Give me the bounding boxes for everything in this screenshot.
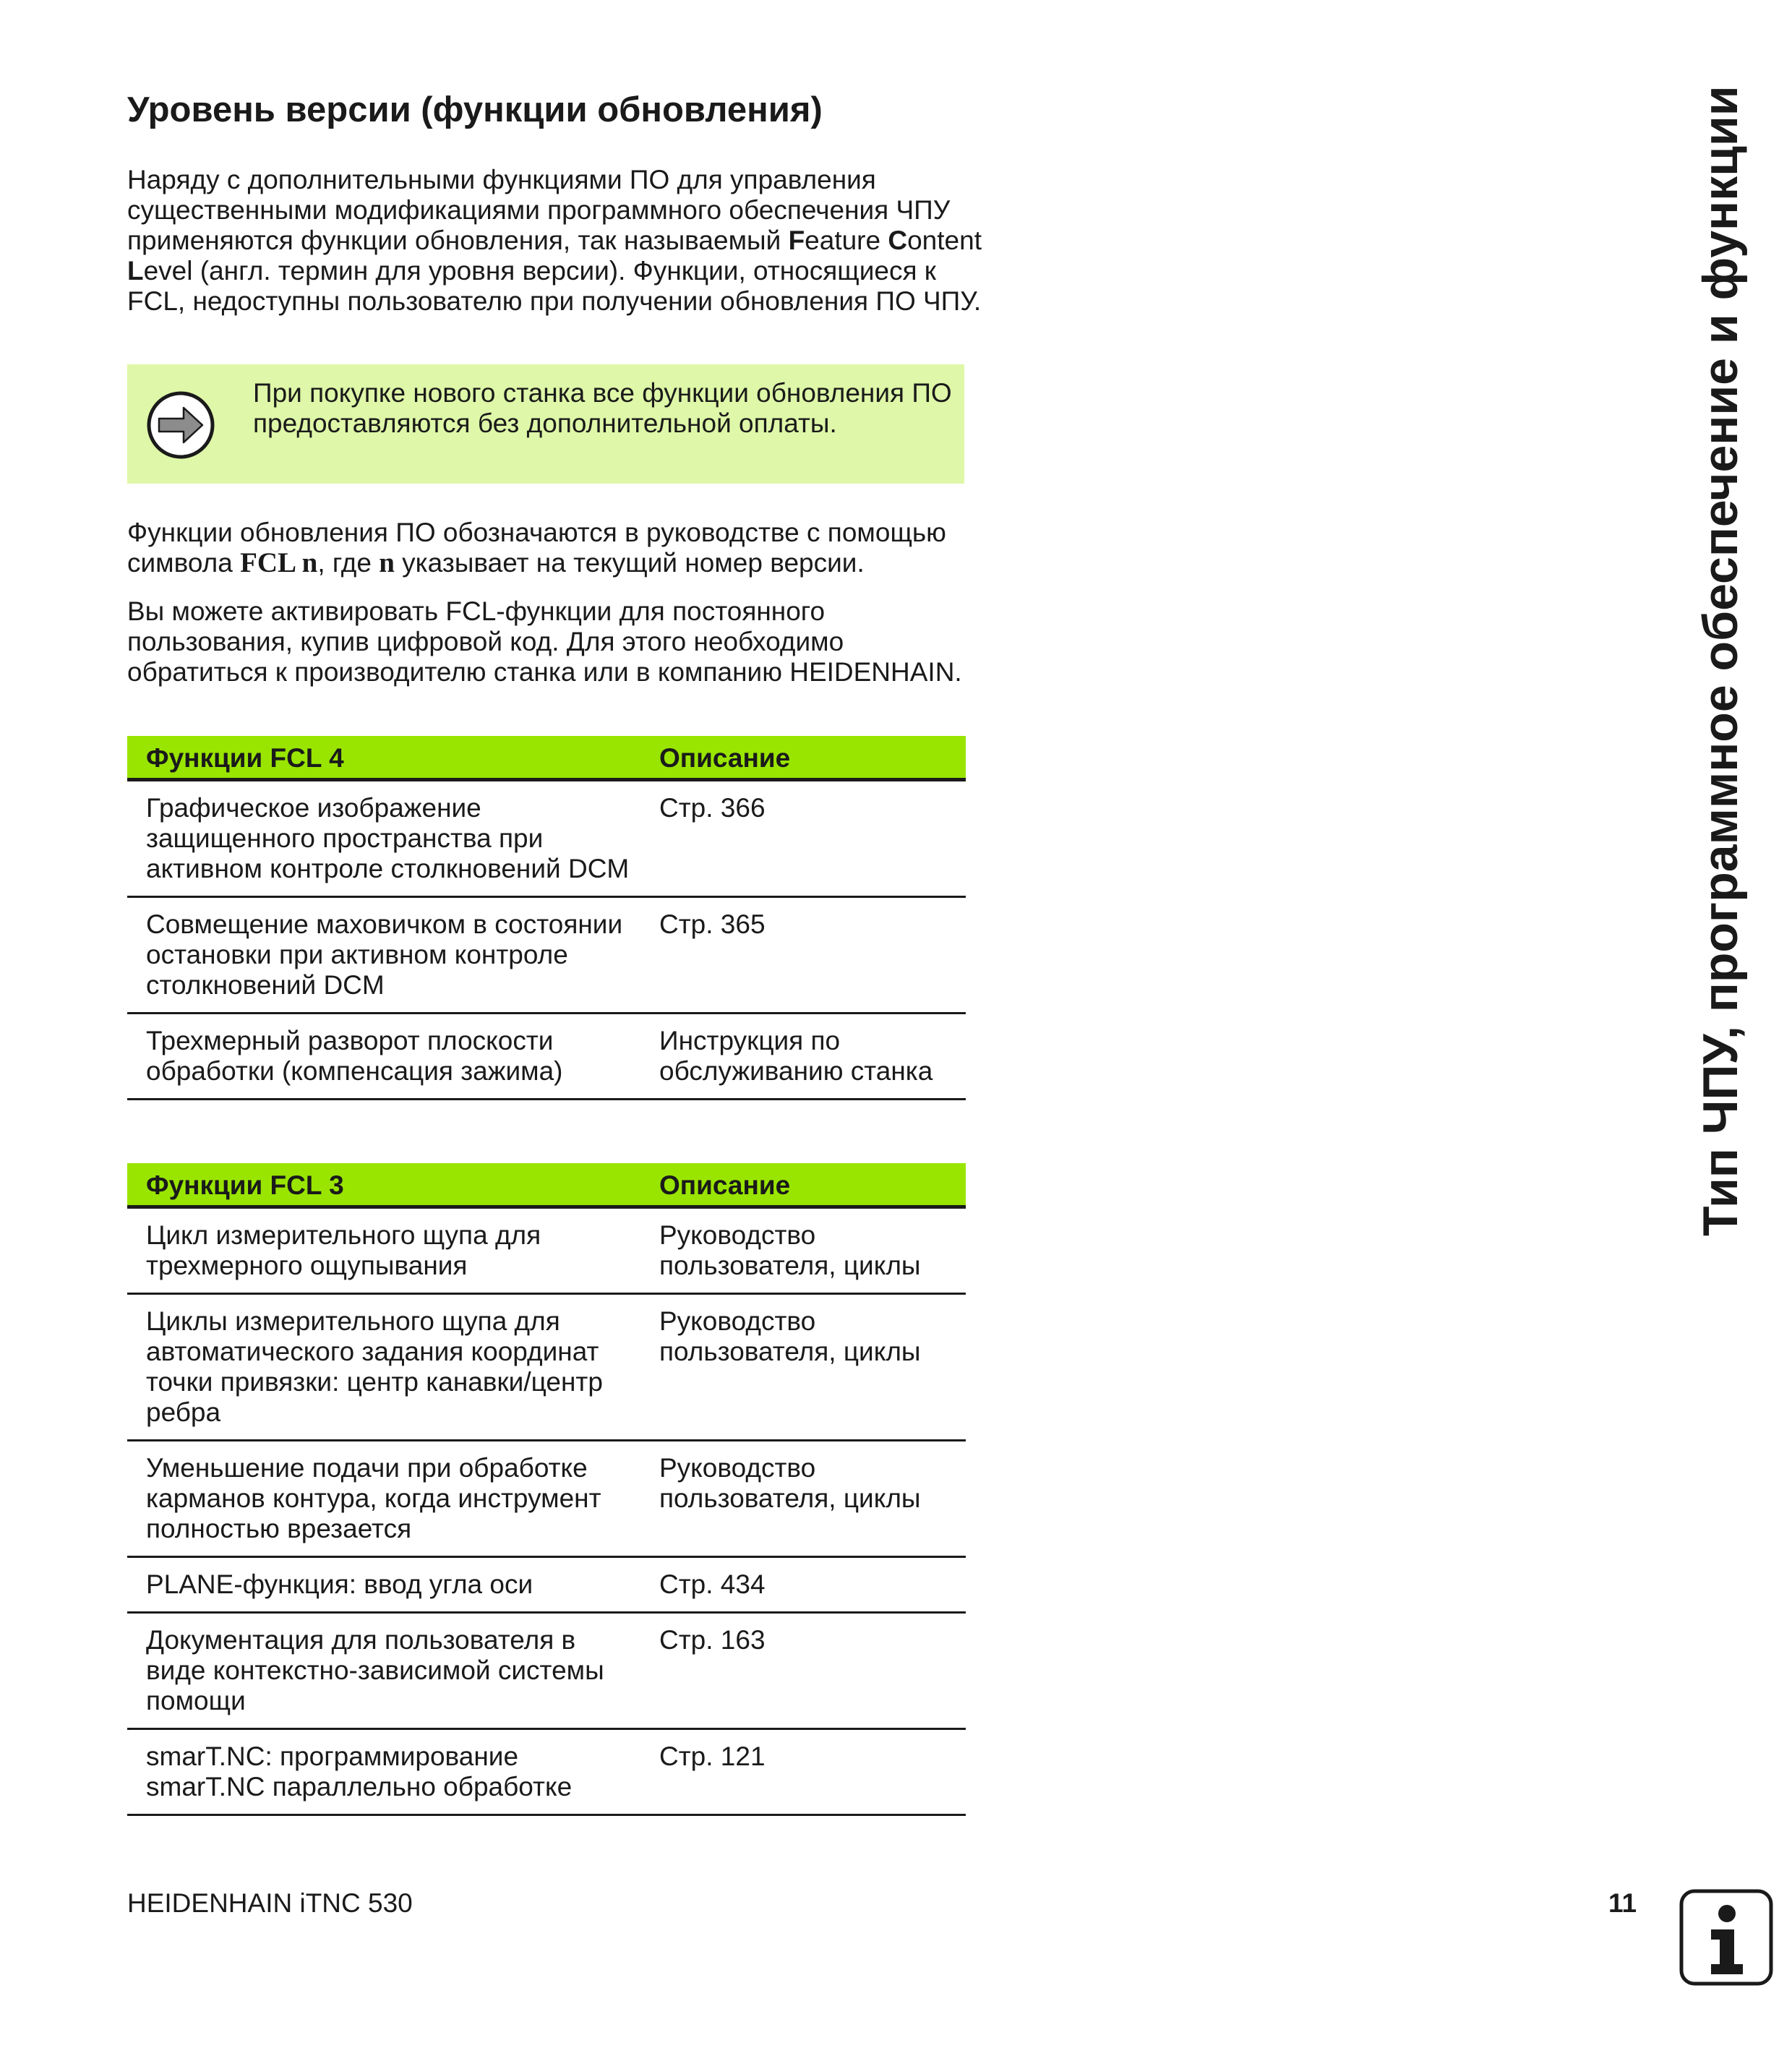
activate-paragraph: Вы можете активировать FCL-функции для постоянного пользования, купив цифровой код. Для этого необходимо обратиться к производителю станка или в компанию HEIDENHAIN. — [127, 596, 962, 687]
column-header: Описание — [642, 1163, 966, 1207]
description-cell: Руководство пользователя, циклы — [642, 1441, 966, 1557]
table-row — [127, 1294, 966, 1441]
footer-product-name: HEIDENHAIN iTNC 530 — [127, 1888, 413, 1918]
fcl-symbol: FCL n — [240, 547, 318, 578]
table-row — [127, 780, 966, 897]
intro-content-rest: ontent — [907, 226, 982, 255]
intro-l-letter: L — [127, 256, 144, 286]
table-header-row — [127, 1163, 966, 1207]
table-row — [127, 897, 966, 1014]
description-cell: Стр. 121 — [642, 1729, 966, 1815]
symbol-paragraph — [127, 518, 987, 578]
function-cell: Циклы измерительного щупа для автоматического задания координат точки привязки: центр канавки/центр ребра — [127, 1294, 642, 1441]
function-cell: Уменьшение подачи при обработке карманов контура, когда инструмент полностью врезается — [127, 1441, 642, 1557]
function-cell: Совмещение маховичком в состоянии остановки при активном контроле столкновений DCM — [127, 897, 642, 1014]
table-row — [127, 1557, 966, 1613]
symbol-text-1: Функции обновления ПО обозначаются в руководстве с помощью символа — [127, 518, 946, 578]
description-cell: Инструкция по обслуживанию станка — [642, 1014, 966, 1100]
function-cell: PLANE-функция: ввод угла оси — [127, 1557, 642, 1613]
description-cell: Стр. 365 — [642, 897, 966, 1014]
symbol-text-3: указывает на текущий номер версии. — [394, 548, 865, 578]
description-cell: Стр. 163 — [642, 1613, 966, 1729]
note-text: При покупке нового станка все функции обновления ПО предоставляются без дополнительной оплаты. — [253, 378, 952, 438]
table-row — [127, 1207, 966, 1294]
function-cell: smarT.NC: программирование smarT.NC параллельно обработке — [127, 1729, 642, 1815]
table-row — [127, 1014, 966, 1100]
intro-text-1: Наряду с дополнительными функциями ПО для управления существенными модификациями программного обеспечения ЧПУ применяются функции обновления, так называемый — [127, 165, 951, 255]
fcl4-table — [127, 736, 966, 1100]
intro-c-letter: C — [888, 226, 908, 255]
intro-feature-rest: eature — [805, 226, 888, 255]
chapter-side-title: Тип ЧПУ, программное обеспечение и функции — [1693, 85, 1748, 1236]
symbol-text-2: , где — [317, 548, 380, 578]
description-cell: Стр. 434 — [642, 1557, 966, 1613]
description-cell: Руководство пользователя, циклы — [642, 1207, 966, 1294]
table-row — [127, 1441, 966, 1557]
table-header-row — [127, 736, 966, 780]
fcl3-table — [127, 1163, 966, 1816]
function-cell: Трехмерный разворот плоскости обработки (компенсация зажима) — [127, 1014, 642, 1100]
function-cell: Документация для пользователя в виде контекстно-зависимой системы помощи — [127, 1613, 642, 1729]
intro-paragraph — [127, 165, 987, 317]
note-box — [127, 364, 964, 484]
function-cell: Графическое изображение защищенного пространства при активном контроле столкновений DCM — [127, 780, 642, 897]
n-symbol: n — [379, 547, 395, 578]
intro-text-2: evel (англ. термин для уровня версии). Функции, относящиеся к FCL, недоступны пользователю при получении обновления ПО ЧПУ. — [127, 256, 982, 316]
function-cell: Цикл измерительного щупа для трехмерного ощупывания — [127, 1207, 642, 1294]
column-header: Функции FCL 4 — [127, 736, 642, 780]
info-icon — [1679, 1889, 1773, 1986]
page-number: 11 — [1608, 1888, 1637, 1918]
description-cell: Стр. 366 — [642, 780, 966, 897]
table-row — [127, 1613, 966, 1729]
section-heading: Уровень версии (функции обновления) — [127, 90, 823, 129]
column-header: Описание — [642, 736, 966, 780]
column-header: Функции FCL 3 — [127, 1163, 642, 1207]
arrow-right-icon — [146, 390, 215, 460]
table-row — [127, 1729, 966, 1815]
intro-f-letter: F — [788, 226, 805, 255]
description-cell: Руководство пользователя, циклы — [642, 1294, 966, 1441]
